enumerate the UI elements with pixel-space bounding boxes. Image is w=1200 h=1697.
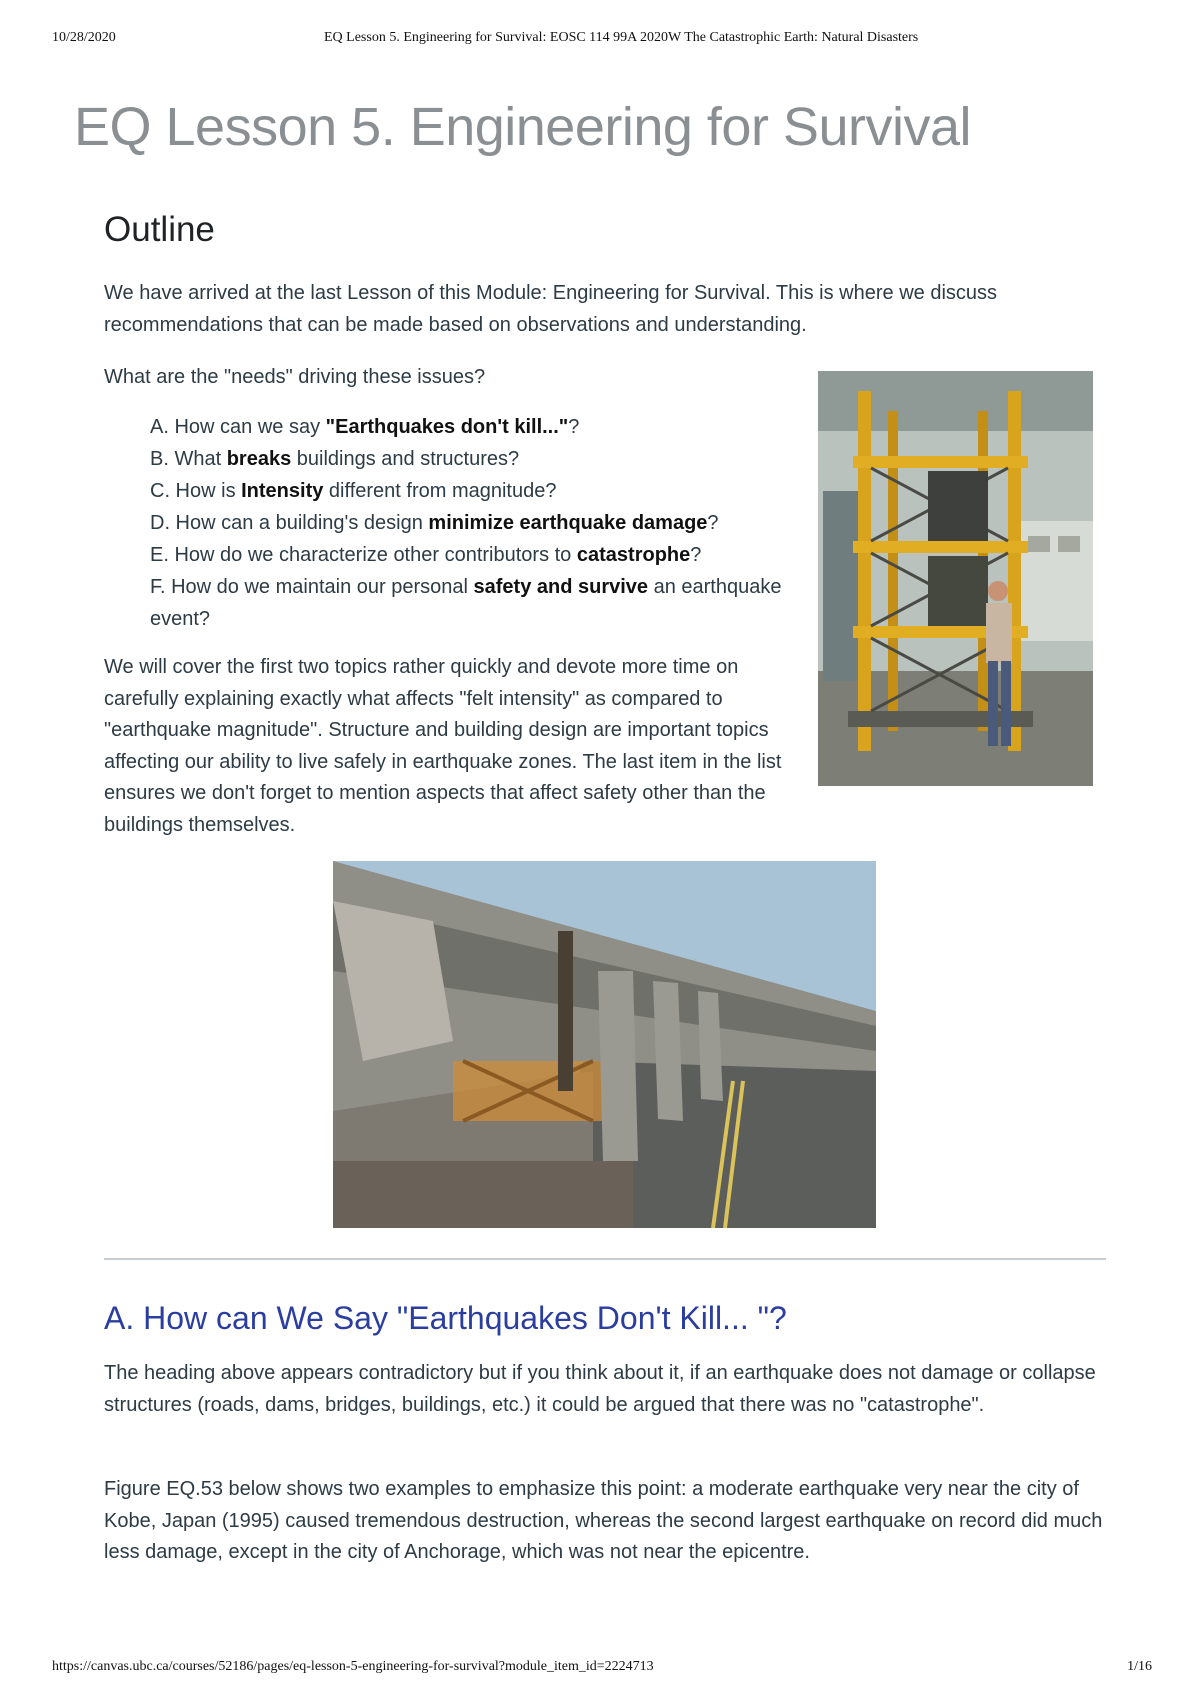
print-date: 10/28/2020 (52, 30, 116, 45)
page-title: EQ Lesson 5. Engineering for Survival (74, 97, 971, 157)
section-a-paragraph-2: Figure EQ.53 below shows two examples to emphasize this point: a moderate earthquake very near the city of Kobe, Japan (1995) caused tremendous destruction, whereas the second largest earthquake on record did much less damage, except in the city of Anchorage, which was not near the epicentre. (104, 1478, 1103, 1563)
page-number: 1/16 (1127, 1659, 1152, 1674)
list-item: D. How can a building's design minimize earthquake damage? (150, 512, 719, 534)
shake-table-photo (818, 371, 1093, 786)
print-page-title: EQ Lesson 5. Engineering for Survival: EOSC 114 99A 2020W The Catastrophic Earth: Natural Disasters (324, 30, 919, 45)
print-header (52, 30, 1152, 50)
list-item: A. How can we say "Earthquakes don't kill..."? (150, 416, 580, 438)
section-a-paragraph-1: The heading above appears contradictory but if you think about it, if an earthquake does not damage or collapse structures (roads, dams, bridges, buildings, etc.) it could be argued that there was no "catastrophe". (104, 1362, 1096, 1416)
list-item: B. What breaks buildings and structures? (150, 448, 520, 470)
print-footer (52, 1659, 1152, 1679)
list-item: C. How is Intensity different from magnitude? (150, 480, 557, 502)
outline-question: What are the "needs" driving these issues? (104, 366, 486, 388)
outline-heading: Outline (104, 210, 215, 249)
list-item: F. How do we maintain our personal safety and survive an earthquake event? (150, 576, 782, 630)
outline-coverage: We will cover the first two topics rather quickly and devote more time on carefully explaining exactly what affects "felt intensity" as compared to "earthquake magnitude". Structure and building design are important topics affecting our ability to live safely in earthquake zones. The last item in the list ensures we don't forget to mention aspects that affect safety other than the buildings themselves. (104, 656, 782, 836)
list-item: E. How do we characterize other contributors to catastrophe? (150, 544, 702, 566)
collapsed-freeway-photo (333, 861, 876, 1228)
needs-list (150, 411, 790, 635)
section-a-heading: A. How can We Say "Earthquakes Don't Kill... "? (104, 1300, 787, 1336)
section-divider (104, 1258, 1106, 1260)
print-url: https://canvas.ubc.ca/courses/52186/pages/eq-lesson-5-engineering-for-survival?module_item_id=2224713 (52, 1659, 654, 1674)
outline-intro: We have arrived at the last Lesson of this Module: Engineering for Survival. This is where we discuss recommendations that can be made based on observations and understanding. (104, 282, 998, 336)
